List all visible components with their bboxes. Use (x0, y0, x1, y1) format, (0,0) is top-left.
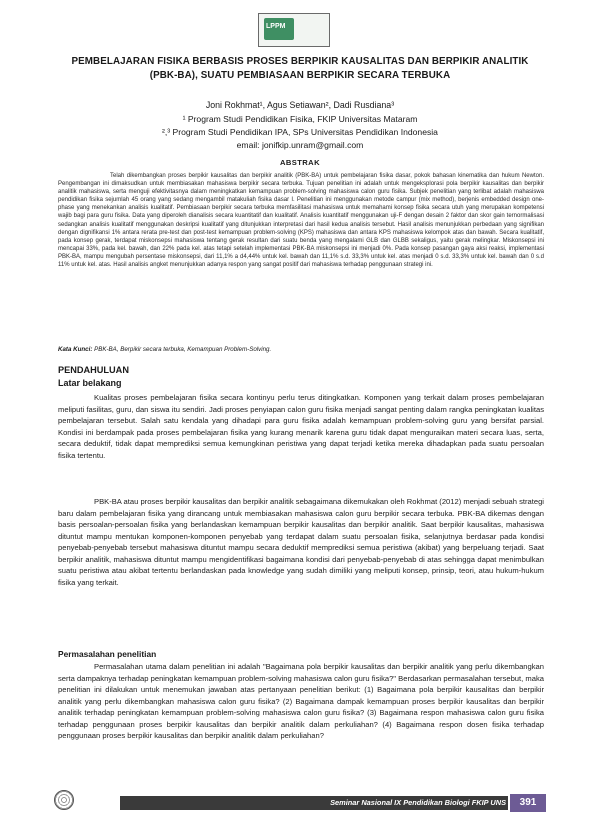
affiliation-1: ¹ Program Studi Pendidikan Fisika, FKIP Universitas Mataram (182, 114, 418, 124)
body-paragraph-3: Permasalahan utama dalam penelitian ini adalah "Bagaimana pola berpikir kausalitas dan berpikir analitik yang perlu dikembangkan serta dampaknya terhadap peningkatan kemampuan problem-solving mahasiswa calon guru fisika?" Berdasarkan permasalahan tersebut, maka penelitian ini dilakukan untuk menemukan jawaban atas pertanyaan penelitian berikut: (1) Bagaimana pola berpikir kausalitas dan berpikir analitik yang perlu dikembangkan mahasiswa calon guru fisika? (2) Bagaimana dampak kemampuan proses berpikir kausalitas dan berpikir analitik terhadap peningkatan kemampuan problem-solving mahasiswa calon guru fisika? (3) Bagaimana respon mahasiswa calon guru fisika terhadap penggunaan proses berpikir kausalitas dan berpikir analitik dalam perkuliahan? (4) Bagaimana respon dosen fisika terhadap penggunaan proses berpikir kausalitas dan berpikir analitik dalam perkuliahan? (58, 662, 544, 740)
subsection-heading-latar-belakang: Latar belakang (58, 378, 122, 388)
university-seal-icon (54, 790, 74, 810)
affiliation-2: ²,³ Program Studi Pendidikan IPA, SPs Universitas Pendidikan Indonesia (162, 127, 438, 137)
body-paragraph-1: Kualitas proses pembelajaran fisika secara kontinyu perlu terus ditingkatkan. Komponen yang terkait dalam proses pembelajaran meliputi fasilitas, guru, dan siswa itu sendiri. Jadi proses penyiapan calon guru fisika menjadi sangat penting dalam rangka peningkatan kualitas pembelajaran tersebut. Salah satu kendala yang dihadapi para guru fisika adalah kemampuan problem-solving guru yang bersifat parsial. Kondisi ini berdampak pada proses pembelajaran fisika yang kurang menarik karena guru tidak dapat menguraikan materi secara luas, serta, secara deduktif, tidak dapat memprediksi semua kemungkinan peristiwa yang dapat terjadi ketika mereka dihadapkan pada suatu persoalan fisika tertentu. (58, 393, 544, 460)
keywords (58, 346, 544, 354)
author-email: email: jonifkip.unram@gmail.com (236, 140, 364, 150)
section-heading-pendahuluan: PENDAHULUAN (58, 365, 129, 375)
author-list: Joni Rokhmat¹, Agus Setiawan², Dadi Rusdiana³ (205, 100, 395, 110)
body-paragraph-2: PBK-BA atau proses berpikir kausalitas dan berpikir analitik sebagaimana dikemukakan oleh Rokhmat (2012) menjadi sebuah strategi baru dalam pembelajaran fisika yang dirancang untuk membiasakan mahasiswa calon guru berpikir secara terbuka. PBK-BA dikemas dengan basis persoalan-persoalan fisika yang berlandaskan kemampuan berpikir kausalitas dan berpikir analitik. Saat berpikir kausalitas, mahasiswa dituntut mampu mentukan komponen-komponen penyebab yang terdapat dalam suatu persoalan fisika, selanjutnya berdasar pada kondisi penyebab-penyebab tersebut mahasiswa dituntut mampu secara deduktif memprediksi semua peristiwa (akibat) yang berpeluang terjadi. Saat berpikir analitik, mahasiswa dituntut mampu mengidentifikasi bagaimana kondisi dari penyebab-penyebab di atas sehingga dapat menimbulkan suatu peristiwa atau akibat tertentu berlandaskan pada knowledge yang sudah dimiliki yang meliputi konsep, prinsip, teori, atau hukum-hukum fisika yang terkait. (58, 497, 544, 587)
journal-logo (258, 13, 330, 47)
logo-text: LPPM (266, 23, 286, 30)
keywords-label: Kata Kunci: (58, 346, 95, 353)
subsection-heading-permasalahan: Permasalahan penelitian (58, 649, 157, 659)
paper-title: PEMBELAJARAN FISIKA BERBASIS PROSES BERPIKIR KAUSALITAS DAN BERPIKIR ANALITIK (PBK-BA), SUATU PEMBIASAAN BERPIKIR SECARA TERBUKA (71, 56, 529, 81)
footer-seminar-text: Seminar Nasional IX Pendidikan Biologi FKIP UNS (330, 798, 506, 807)
abstract-heading: ABSTRAK (280, 158, 320, 167)
page-number: 391 (510, 794, 546, 812)
keywords-text: PBK-BA, Berpikir secara terbuka, Kemampuan Problem-Solving. (94, 346, 272, 353)
abstract-text: Telah dikembangkan proses berpikir kausalitas dan berpikir analitik (PBK-BA) untuk pembelajaran fisika dasar, pokok bahasan kinematika dan hukum Newton. Pengembangan ini dimaksudkan untuk membiasakan mahasiswa berpikir secara terbuka. Tujuan penelitian ini adalah untuk mengeksplorasi pola berpikir kausalitas dan berpikir analitik mahasiswa, serta menguji efektivitasnya dalam meningkatkan kemampuan problem-solving mahasiswa calon guru fisika. Subjek penelitian yang terlibat adalah mahasiswa pendidikan fisika sejumlah 45 orang yang sedang mengambil matakuliah fisika dasar I. Penelitian ini menggunakan metode campur (mix method), berjenis embedded design one-phase yang menekankan analisis kualitatif. Pembiasaan berpikir secara terbuka memfasilitasi mahasiswa untuk memahami konsep fisika secara utuh yang merupakan kompetensi wajib bagi para guru fisika. Data yang diperoleh dianalisis secara kuantitatif dan kualitatif. Analisis kuantitatif menggunakan uji-F dengan desain 2 faktor dan skor gain ternormalisasi sedangkan analisis kualitatif menggunakan deskripsi kualitatif yang ditunjukkan interpretasi dari hasil kedua analisis tersebut. Hasil analisis menunjukkan perbedaan yang signifikan dengan dignifikansi 1% antara rerata pre-test dan post-test kemampuan problem-solving (KPS) mahasiswa dan antara KPS mahasiswa kelompok atas dan bawah. Secara kualitatif, pada konsep gerak, terdapat miskonsepsi mahasiswa tentang gerak resultan dari suatu benda yang mengalami GLB dan GLBB sekaligus, yaitu gerak melingkar. Miskonsepsi ini mencapai 33%, pada kel. bawah, dan 22% pada kel. atas tetapi setelah implementasi PBK-BA miskonsepsi ini menjadi 0%. Pada konsep pasangan gaya aksi reaksi, implementasi PBK-BA, mampu mengubah persentase miskonsepsi, dari 11,1% a d4,44% untuk kel. bawah dan 11,1% s.d. 33,3% untuk kel. atas menjadi 0 s.d. 33,3% untuk kel. bawah dan 0 s.d 11% untuk kel. atas. Hasil analisis angket menunjukkan adanya respon yang sangat positif dari mahasiswa terhadap penggunaan strategi ini. (58, 173, 544, 269)
